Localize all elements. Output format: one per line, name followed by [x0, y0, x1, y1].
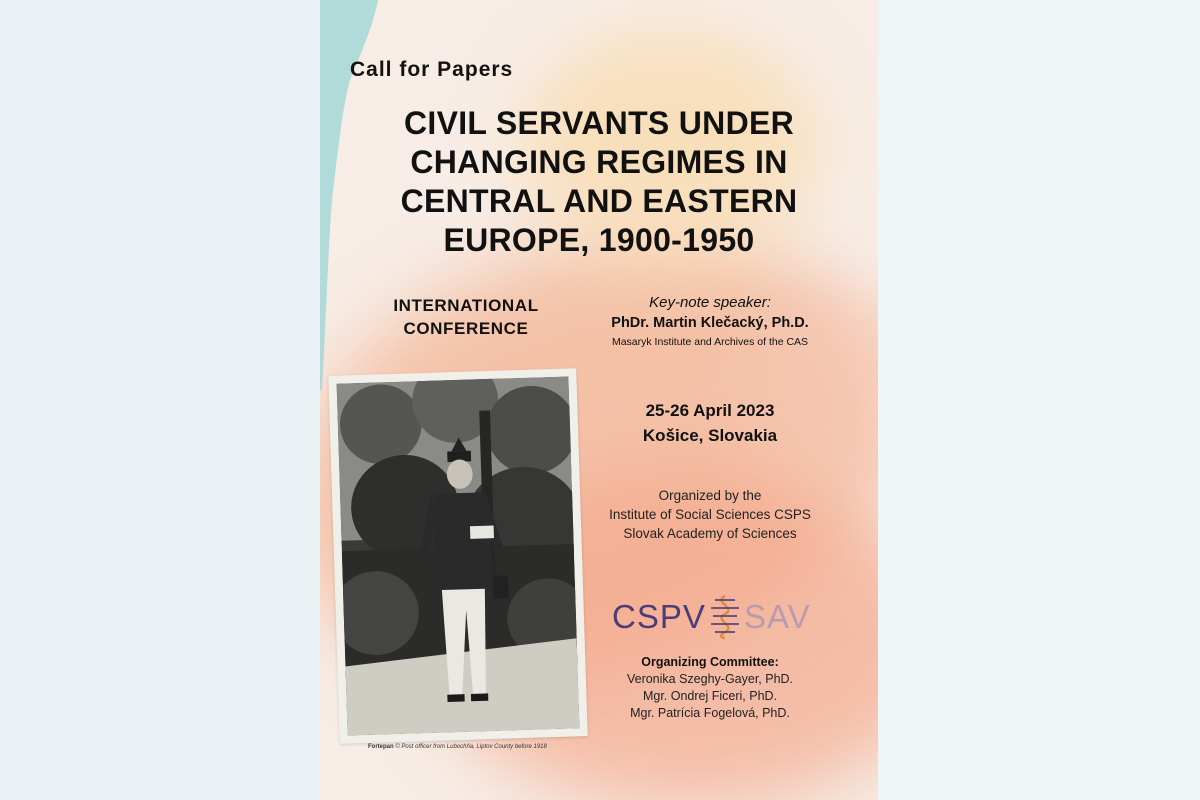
keynote-institution: Masaryk Institute and Archives of the CAS — [611, 336, 809, 348]
organizer-line: Institute of Social Sciences CSPS — [609, 507, 811, 522]
title-line: CHANGING REGIMES IN — [410, 144, 788, 180]
caption-text: © Post officer from Lubochňa, Liptov County before 1918 — [395, 744, 547, 750]
organizer-line: Slovak Academy of Sciences — [623, 526, 797, 541]
committee-member: Veronika Szeghy-Gayer, PhD. — [626, 672, 794, 686]
cspv-sav-logo — [612, 598, 811, 638]
committee-heading: Organizing Committee: — [641, 655, 779, 669]
background-right — [878, 0, 1200, 800]
title-line: EUROPE, 1900-1950 — [443, 222, 755, 258]
background-left — [0, 0, 320, 800]
caption-source: Fortepan — [368, 744, 394, 750]
historical-photo-frame — [328, 368, 587, 744]
event-date: 25-26 April 2023 — [645, 401, 775, 420]
call-for-papers: Call for Papers — [350, 58, 514, 81]
logo-text-left: CSPV — [612, 598, 706, 635]
conference-type — [376, 294, 556, 340]
event-location: Košice, Slovakia — [642, 426, 778, 445]
organizer-line: Organized by the — [658, 488, 762, 503]
conference-line: CONFERENCE — [403, 319, 529, 338]
committee-member: Mgr. Patrícia Fogelová, PhD. — [630, 706, 790, 720]
post-officer-photo — [337, 376, 580, 735]
logo-mark-icon — [707, 594, 743, 640]
conference-title — [350, 104, 848, 260]
organizing-committee — [570, 654, 850, 722]
conference-poster — [320, 0, 878, 800]
title-line: CENTRAL AND EASTERN — [400, 183, 798, 219]
photo-caption — [368, 744, 547, 750]
keynote-name: PhDr. Martin Klečacký, Ph.D. — [611, 315, 809, 331]
logo-text-right: SAV — [744, 598, 811, 635]
committee-member: Mgr. Ondrej Ficeri, PhD. — [642, 689, 778, 703]
event-date-location — [580, 398, 840, 448]
organizer — [550, 486, 870, 543]
title-line: CIVIL SERVANTS UNDER — [403, 105, 795, 141]
keynote-label: Key-note speaker: — [649, 294, 771, 311]
conference-line: INTERNATIONAL — [393, 296, 539, 315]
